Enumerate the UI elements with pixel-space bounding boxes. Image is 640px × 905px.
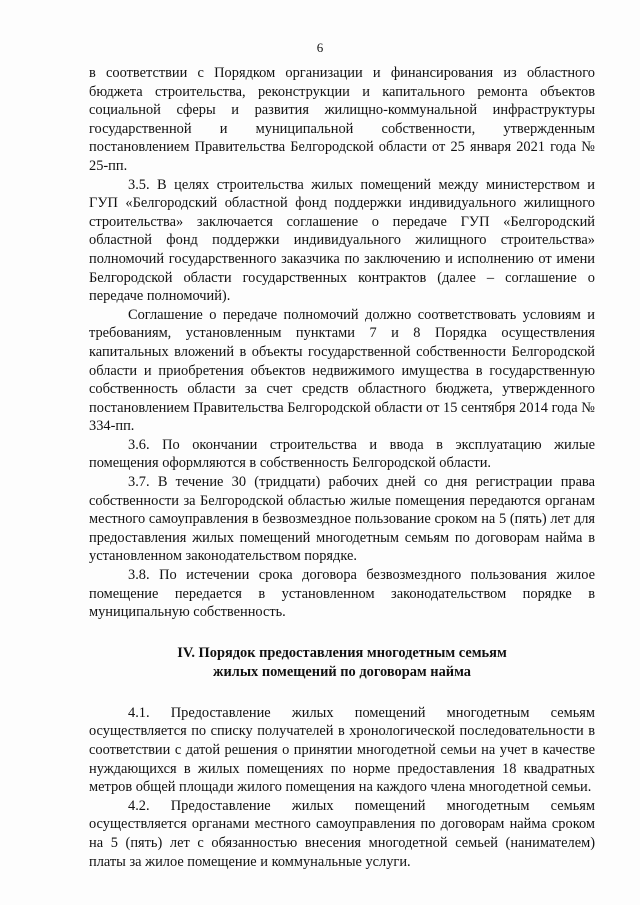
section-heading-iv xyxy=(89,644,595,682)
paragraph-agreement-requirements: Соглашение о передаче полномочий должно соответствовать условиям и требованиям, установленным пунктами 7 и 8 Порядка осуществления капитальных вложений в объекты государственной собственности Белгородской области и приобретения объектов недвижимого имущества в государственную собственность области за счет средств областного бюджета, утвержденного постановлением Правительства Белгородской области от 15 сентября 2014 года № 334-пп. xyxy=(89,306,595,435)
paragraph-3-8: 3.8. По истечении срока договора безвозмездного пользования жилое помещение передается в установленном законодательством порядке в муниципальную собственность. xyxy=(89,567,595,621)
paragraph-3-5: 3.5. В целях строительства жилых помещений между министерством и ГУП «Белгородский областной фонд поддержки индивидуального жилищного строительства» заключается соглашение о передаче ГУП «Белгородский областной фонд поддержки индивидуального жилищного строительства» полномочий государственного заказчика по заключению и исполнению от имени Белгородской области государственных контрактов (далее – соглашение о передаче полномочий). xyxy=(89,176,595,305)
paragraph-4-1: 4.1. Предоставление жилых помещений многодетным семьям осуществляется по списку получателей в хронологической последовательности в соответствии с датой решения о принятии многодетной семьи на учет в качестве нуждающихся в жилых помещениях по норме предоставления 18 квадратных метров общей площади жилого помещения на каждого члена многодетной семьи. xyxy=(89,704,595,796)
paragraph-3-6: 3.6. По окончании строительства и ввода в эксплуатацию жилые помещения оформляются в собственность Белгородской области. xyxy=(89,436,595,472)
paragraph-intro-continuation: в соответствии с Порядком организации и финансирования из областного бюджета строительства, реконструкции и капитального ремонта объектов социальной сферы и развития жилищно-коммунальной инфраструктуры государственной и муниципальной собственности, утвержденным постановлением Правительства Белгородской области от 25 января 2021 года № 25-пп. xyxy=(89,65,595,174)
section-heading-line-2: жилых помещений по договорам найма xyxy=(213,663,471,680)
page-number: 6 xyxy=(316,40,324,55)
paragraph-3-7: 3.7. В течение 30 (тридцати) рабочих дней со дня регистрации права собственности за Белгородской областью жилые помещения передаются органам местного самоуправления в безвозмездное пользование сроком на 5 (пять) лет для предоставления жилых помещений многодетным семьям по договорам найма в установленном законодательством порядке. xyxy=(89,474,595,565)
paragraph-4-2: 4.2. Предоставление жилых помещений многодетным семьям осуществляется органами местного самоуправления по договорам найма сроком на 5 (пять) лет с обязанностью внесения многодетной семьей (нанимателем) платы за жилое помещение и коммунальные услуги. xyxy=(89,797,595,870)
document-body xyxy=(89,64,595,871)
section-heading-line-1: IV. Порядок предоставления многодетным семьям xyxy=(177,644,507,661)
